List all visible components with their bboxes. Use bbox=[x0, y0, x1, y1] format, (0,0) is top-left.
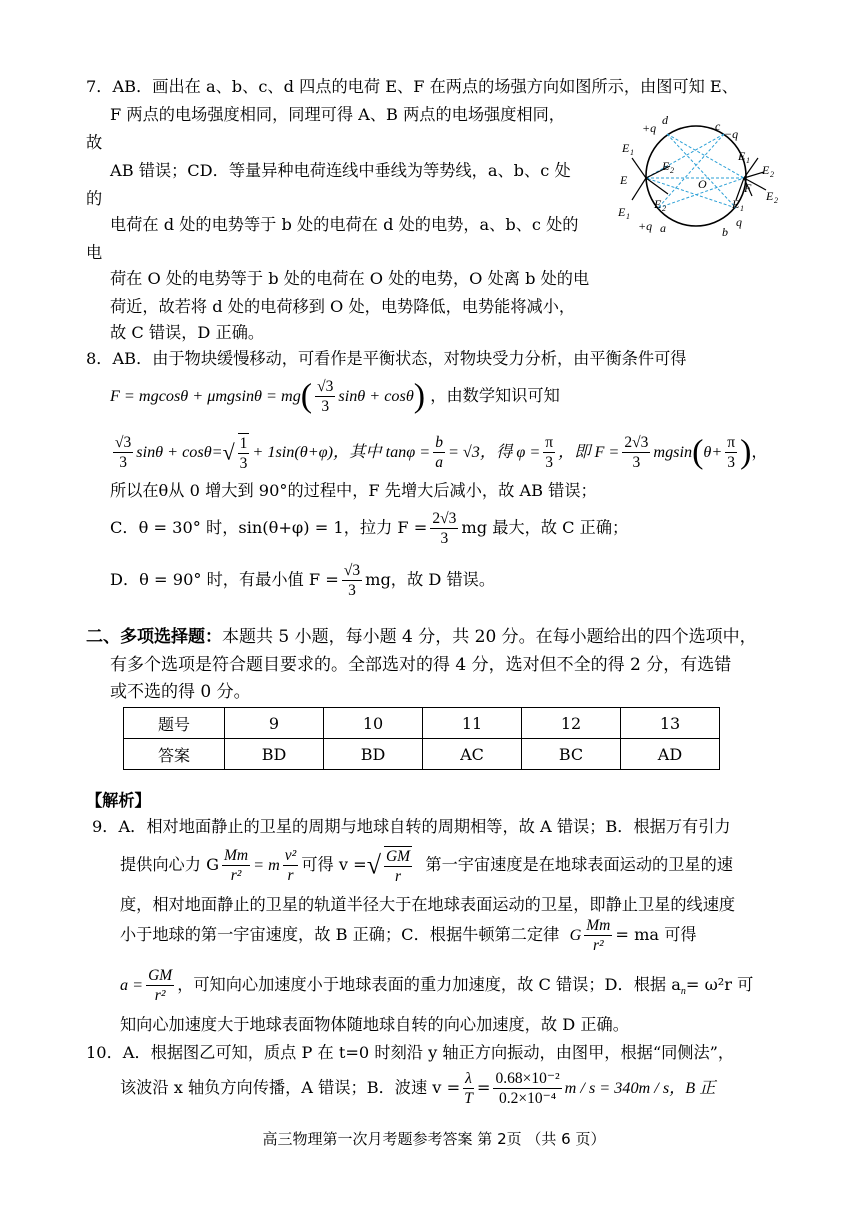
q8-line-2 bbox=[110, 374, 560, 419]
q8-frac-sqrt3-3 bbox=[315, 377, 335, 416]
label-plus-q-top: +q bbox=[642, 121, 657, 135]
frac-num: 0.68×10⁻² bbox=[495, 1070, 560, 1087]
frac-den: 0.2×10⁻⁴ bbox=[498, 1090, 557, 1107]
q9-line-2 bbox=[120, 844, 733, 887]
label-e1-right: E bbox=[738, 149, 746, 163]
frac-num: Mm bbox=[224, 847, 249, 864]
q7-line-8: 荷在 O 处的电势等于 b 处的电荷在 O 处的电势，O 处离 b 处的电 bbox=[110, 269, 590, 288]
frac-den: T bbox=[464, 1090, 473, 1107]
q9-frac-mm-r2 bbox=[222, 846, 250, 885]
q8-frac-2sqrt3-3 bbox=[622, 433, 650, 472]
q8-l6b: mg，故 D 错误。 bbox=[365, 570, 496, 589]
q7-line-7: 电 bbox=[86, 243, 103, 262]
label-e1-lower-sub: 1 bbox=[626, 212, 630, 221]
label-b: b bbox=[722, 225, 728, 238]
q9-line-5 bbox=[120, 964, 753, 1013]
section2-line-1 bbox=[86, 626, 757, 648]
q10-l2a: 该波沿 x 轴负方向传播，A 错误；B．波速 v = bbox=[120, 1078, 461, 1097]
q7-line-9: 荷近，故若将 d 处的电荷移到 O 处，电势降低，电势能将减小， bbox=[110, 297, 576, 316]
table-header-number: 题号 bbox=[124, 708, 225, 739]
q8-line-4: 所以在θ从 0 增大到 90°的过程中，F 先增大后减小，故 AB 错误； bbox=[110, 481, 597, 500]
label-e2-lower: E bbox=[654, 197, 662, 211]
section2-line-2: 有多个选项是符合题目要求的。全部选对的得 4 分，选对但不全的得 2 分，有选错 bbox=[110, 655, 732, 675]
q8-line-3: $\frac{√3}{3}$ sinθ + cosθ=√ $\frac{1}{3}$ + 1sin(θ+φ)，其中 tanφ = $\frac{b}{a}$ = √3，得 φ = $\frac{\pi}{3}$ ，即 F = $\frac{2√3}{3}$ mgsin(θ+ $\frac{\pi}{3}$ )， bbox=[115, 433, 768, 472]
frac-den: a bbox=[435, 454, 443, 471]
q8-l3b: + 1sin(θ+φ)，其中 tanφ = bbox=[252, 443, 431, 461]
q8-frac-b-a bbox=[433, 433, 445, 472]
q9-line-6: 知向心加速度大于地球表面物体随地球自转的向心加速度，故 D 正确。 bbox=[120, 1015, 629, 1034]
label-e2-right-sub: 2 bbox=[770, 170, 774, 179]
sqrt-sign: √ bbox=[366, 850, 381, 880]
q8-l3d: ，即 F = bbox=[558, 443, 620, 461]
frac-den: r bbox=[287, 867, 294, 884]
table-row bbox=[124, 739, 720, 770]
q7-line-1: 7．AB．画出在 a、b、c、d 四点的电荷 E、F 在两点的场强方向如图所示，由图可知 E、 bbox=[86, 77, 738, 96]
frac-num: √3 bbox=[115, 434, 132, 451]
q7-line-4: AB 错误；CD．等量异种电荷连线中垂线为等势线，a、b、c 处 bbox=[110, 161, 571, 180]
frac-num: √3 bbox=[317, 378, 334, 395]
q9-frac-gm-r2 bbox=[146, 966, 174, 1005]
label-plus-q-bottom: +q bbox=[638, 219, 653, 233]
paren-right: ) bbox=[413, 377, 426, 415]
label-e2-left-sub: 2 bbox=[670, 166, 674, 175]
answer-table bbox=[123, 707, 720, 770]
label-e2-right-2-sub: 2 bbox=[774, 196, 778, 205]
frac-den: r² bbox=[154, 987, 166, 1004]
frac-den: r² bbox=[592, 937, 604, 954]
label-minus-q-top: −q bbox=[724, 127, 739, 141]
q9-l4b: G bbox=[569, 926, 582, 944]
q8-l6a: D．θ = 90° 时，有最小值 F = bbox=[110, 570, 339, 589]
q9-l5d: = ω²r 可 bbox=[685, 975, 754, 994]
frac-num: 2√3 bbox=[624, 434, 649, 451]
table-cell: 11 bbox=[423, 708, 522, 739]
q8-l5a: C．θ = 30° 时，sin(θ+φ) = 1，拉力 F = bbox=[110, 518, 428, 537]
q10-line-2 bbox=[120, 1066, 715, 1110]
table-cell: AD bbox=[621, 739, 720, 770]
q8-line-1: 8．AB．由于物块缓慢移动，可看作是平衡状态，对物块受力分析，由平衡条件可得 bbox=[86, 349, 687, 368]
label-e1-left: E bbox=[622, 141, 630, 155]
q9-l2a: 提供向心力 G bbox=[120, 855, 220, 874]
page-footer: 高三物理第一次月考题参考答案 第 2页 （共 6 页） bbox=[262, 1130, 606, 1148]
frac-den: 3 bbox=[440, 530, 449, 547]
section2-intro-1: 本题共 5 小题，每小题 4 分，共 20 分。在每小题给出的四个选项中， bbox=[222, 627, 757, 647]
q8-frac-2sqrt3-3-c bbox=[430, 509, 458, 548]
table-cell: 12 bbox=[522, 708, 621, 739]
label-a: a bbox=[660, 221, 666, 235]
q9-l4a: 小于地球的第一宇宙速度，故 B 正确；C．根据牛顿第二定律 bbox=[120, 925, 560, 944]
q8-l3c: = √3，得 φ = bbox=[447, 443, 541, 461]
frac-den: r² bbox=[230, 867, 242, 884]
frac-num: GM bbox=[148, 967, 173, 984]
q8-eq-a: F = mgcosθ + μmgsinθ = mg bbox=[110, 387, 301, 405]
q9-l4c: = ma 可得 bbox=[615, 925, 697, 944]
q10-l2c: m / s = 340m / s，B 正 bbox=[564, 1079, 716, 1097]
label-d: d bbox=[662, 113, 668, 127]
table-header-answer: 答案 bbox=[124, 739, 225, 770]
frac-den: 3 bbox=[321, 398, 330, 415]
frac-num: π bbox=[727, 434, 736, 451]
frac-den: 3 bbox=[119, 454, 127, 471]
paren-left: ( bbox=[300, 377, 313, 415]
q9-line-4 bbox=[120, 914, 697, 956]
frac-num: λ bbox=[465, 1070, 472, 1087]
frac-num: v² bbox=[284, 847, 297, 864]
table-cell: 13 bbox=[621, 708, 720, 739]
q10-line-1: 10．A．根据图乙可知，质点 P 在 t=0 时刻沿 y 轴正方向振动，由图甲，根据“同侧法”， bbox=[86, 1043, 735, 1062]
q9-frac-v2-r bbox=[283, 846, 299, 885]
frac-den: 3 bbox=[545, 454, 554, 471]
q7-line-2: F 两点的电场强度相同，同理可得 A、B 两点的电场强度相同， bbox=[110, 105, 565, 124]
q9-l2b: = m bbox=[253, 856, 280, 874]
diagram-circle bbox=[646, 126, 746, 226]
table-cell: BD bbox=[225, 739, 324, 770]
q7-line-10: 故 C 错误，D 正确。 bbox=[110, 323, 265, 342]
q8-eq-b: sinθ + cosθ bbox=[338, 387, 414, 405]
label-e2-lower-sub: 2 bbox=[662, 204, 666, 213]
label-minus-q-bottom: q bbox=[736, 215, 742, 229]
q10-frac-lambda-t bbox=[463, 1069, 474, 1108]
frac-den: 3 bbox=[632, 454, 641, 471]
frac-num: b bbox=[435, 434, 443, 451]
frac-den: 3 bbox=[239, 454, 248, 472]
q10-l2b: = bbox=[476, 1078, 491, 1097]
q9-line-1: 9．A．相对地面静止的卫星的周期与地球自转的周期相等，故 A 错误；B．根据万有引力 bbox=[92, 817, 731, 836]
q9-line-3: 度，相对地面静止的卫星的轨道半径大于在地球表面运动的卫星，即静止卫星的线速度 bbox=[120, 895, 736, 914]
jiexi-heading: 【解析】 bbox=[86, 791, 151, 810]
q8-l3e: mgsin bbox=[653, 443, 693, 461]
frac-den: r bbox=[395, 867, 402, 885]
label-e2-right-2: E bbox=[766, 189, 774, 203]
table-cell: BD bbox=[324, 739, 423, 770]
label-e1-left-sub: 1 bbox=[630, 148, 634, 157]
q8-frac-pi-3 bbox=[543, 433, 555, 472]
paren-left-2: ( bbox=[692, 433, 704, 471]
q10-frac-values bbox=[493, 1069, 561, 1108]
q9-l5c: n bbox=[680, 986, 686, 998]
q8-l3a: sinθ + cosθ= bbox=[136, 443, 223, 461]
label-e2-left: E bbox=[662, 159, 670, 173]
label-e-point: E bbox=[620, 173, 628, 187]
q9-frac-gm-r bbox=[384, 846, 412, 886]
q8-l3f: θ+ bbox=[703, 443, 723, 461]
frac-num: 2√3 bbox=[432, 510, 457, 527]
section2-heading: 二、多项选择题： bbox=[86, 627, 222, 647]
label-e1-right-sub: 1 bbox=[746, 156, 750, 165]
q9-frac-mm-r2-b bbox=[584, 916, 612, 955]
q8-frac-pi-3-b bbox=[725, 433, 737, 472]
paren-right-2: ) bbox=[740, 433, 752, 471]
q9-l2c: 可得 v = bbox=[301, 855, 367, 874]
table-cell: 9 bbox=[225, 708, 324, 739]
label-c: c bbox=[715, 119, 721, 133]
q9-l5a: a = bbox=[120, 976, 144, 994]
label-o: O bbox=[698, 177, 707, 191]
table-cell: 10 bbox=[324, 708, 423, 739]
frac-den: 3 bbox=[348, 582, 356, 599]
frac-den: 3 bbox=[727, 454, 736, 471]
label-e2-right: E bbox=[762, 163, 770, 177]
table-cell: BC bbox=[522, 739, 621, 770]
q9-l5b: ，可知向心加速度小于地球表面的重力加速度，故 C 错误；D．根据 a bbox=[177, 975, 681, 994]
q8-eq-c: ，由数学知识可知 bbox=[430, 386, 560, 405]
frac-num: π bbox=[545, 434, 554, 451]
q8-frac-sqrt3-3-d bbox=[342, 561, 362, 600]
q7-line-6: 电荷在 d 处的电势等于 b 处的电荷在 d 处的电势，a、b、c 处的 bbox=[110, 215, 579, 234]
table-row bbox=[124, 708, 720, 739]
q8-l5b: mg 最大，故 C 正确； bbox=[461, 518, 629, 537]
q8-frac-1-3 bbox=[238, 433, 250, 473]
q7-line-5: 的 bbox=[86, 189, 103, 208]
label-f: F bbox=[744, 181, 752, 195]
sqrt-sign: √ bbox=[222, 439, 235, 465]
q9-l2d: 第一宇宙速度是在地球表面运动的卫星的速 bbox=[425, 855, 733, 874]
field-diagram bbox=[612, 108, 792, 238]
label-e1-right-2: E bbox=[732, 197, 740, 211]
q7-line-3: 故 bbox=[86, 133, 103, 152]
frac-num: Mm bbox=[586, 917, 611, 934]
frac-num: 1 bbox=[239, 434, 248, 452]
label-e1-lower: E bbox=[618, 205, 626, 219]
frac-num: √3 bbox=[343, 562, 361, 579]
frac-num: GM bbox=[385, 847, 411, 865]
q8-line-6 bbox=[110, 560, 495, 600]
section2-line-3: 或不选的得 0 分。 bbox=[110, 682, 251, 702]
label-e1-right-2-sub: 1 bbox=[740, 204, 744, 213]
q8-line-5 bbox=[110, 508, 628, 548]
q8-frac-a bbox=[113, 433, 133, 472]
table-cell: AC bbox=[423, 739, 522, 770]
